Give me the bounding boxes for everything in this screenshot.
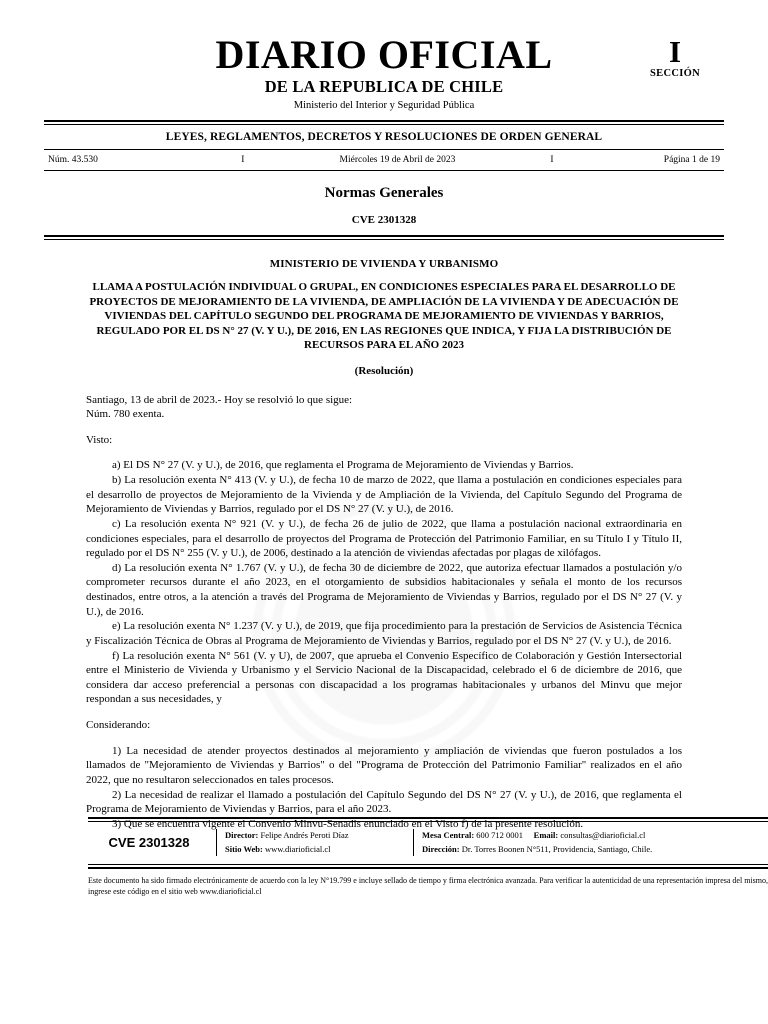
document-kind: (Resolución) <box>354 364 414 377</box>
address-value: Dr. Torres Boonen N°511, Providencia, Santiago, Chile. <box>461 843 653 854</box>
email-label: Email: <box>533 830 559 841</box>
section-heading: Normas Generales <box>324 185 444 201</box>
issue-separator-2: I <box>550 155 554 165</box>
divider-after-cve <box>44 235 724 240</box>
visto-item: c) La resolución exenta N° 921 (V. y U.), de fecha 26 de julio de 2022, que llama a postulación nacional extraordinaria en condiciones especiales, para el desarrollo de proyectos del Programa de Protección del Patrimonio Familiar, en su Título I y Título II, regulado por el DS N° 255 (V. y U.), de 2006, destinado a la atención de viviendas afectadas por plagas de xilófagos. <box>86 517 682 560</box>
issue-date: Miércoles 19 de Abril de 2023 <box>339 155 456 165</box>
website-label: Sitio Web: <box>225 843 263 854</box>
director-label: Director: <box>225 830 259 841</box>
visto-label: Visto: <box>86 433 113 446</box>
footer-divider-bottom <box>88 864 768 869</box>
resolution-number: Núm. 780 exenta. <box>86 408 165 421</box>
considerando-label: Considerando: <box>86 719 151 732</box>
electronic-signature-disclaimer: Este documento ha sido firmado electrónicamente de acuerdo con la ley N°19.799 e incluye sellado de tiempo y firma electrónica avanzada. Para verificar la autenticidad de una representación impresa del mismo, ingrese este código en el sitio web www.diarioficial.cl <box>88 875 768 896</box>
page-footer <box>88 817 768 897</box>
publication-title: DIARIO OFICIAL <box>215 32 553 77</box>
visto-item: b) La resolución exenta N° 413 (V. y U.), de fecha 10 de marzo de 2022, que llama a postulación en condiciones especiales para el desarrollo de proyectos de Mejoramiento de la Vivienda y de Ampliación de la Vivienda, del Capítulo Segundo del Programa de Mejoramiento de Viviendas y Barrios, regulado por el DS N° 27 (V. y U.), de 2016. <box>86 474 682 516</box>
issue-info-row <box>44 150 724 171</box>
issuing-ministry: MINISTERIO DE VIVIENDA Y URBANISMO <box>269 258 499 270</box>
address-label: Dirección: <box>422 843 460 854</box>
banner-text: LEYES, REGLAMENTOS, DECRETOS Y RESOLUCIONES DE ORDEN GENERAL <box>165 131 603 143</box>
footer-content <box>88 822 768 863</box>
footer-director-block <box>225 829 405 855</box>
cve-code-top: CVE 2301328 <box>351 214 417 226</box>
director-value: Felipe Andrés Peroti Díaz <box>260 830 349 841</box>
considerando-item: 2) La necesidad de realizar el llamado a postulación del Capítulo Segundo del DS N° 27 (V. y U.), de 2016, que reglamenta el Programa de Mejoramiento de Viviendas y Barrios, para el año 2023. <box>86 788 682 816</box>
publication-ministry: Ministerio del Interior y Seguridad Pública <box>293 100 475 111</box>
website-value[interactable]: www.diarioficial.cl <box>265 843 331 854</box>
document-title: LLAMA A POSTULACIÓN INDIVIDUAL O GRUPAL, EN CONDICIONES ESPECIALES PARA EL DESARROLLO DE PROYECTOS DE MEJORAMIENTO DE LA VIVIENDA, DE AMPLIACIÓN DE LA VIVIENDA Y DE ADECUACIÓN DE VIVIENDAS DEL CAPÍTULO SEGUNDO DEL PROGRAMA DE MEJORAMIENTO DE VIVIENDAS Y BARRIOS, REGULADO POR EL DS N° 27 (V. Y U.), DE 2016, EN LAS REGIONES QUE INDICA, Y FIJA LA DISTRIBUCIÓN DE RECURSOS PARA EL AÑO 2023 <box>89 281 679 352</box>
place-and-date: Santiago, 13 de abril de 2023.- Hoy se resolvió lo que sigue: <box>86 393 353 406</box>
issue-number: Núm. 43.530 <box>48 155 98 165</box>
visto-item: e) La resolución exenta N° 1.237 (V. y U.), de 2019, que fija procedimiento para la prestación de Servicios de Asistencia Técnica y Fiscalización Técnica de Obras al Programa de Mejoramiento de Viviendas y Barrios, regulado por el DS N° 27 (V. y U.), de 2016. <box>86 620 682 647</box>
visto-item: a) El DS N° 27 (V. y U.), de 2016, que reglamenta el Programa de Mejoramiento de Viviendas y Barrios. <box>112 459 574 472</box>
visto-item: d) La resolución exenta N° 1.767 (V. y U.), de fecha 30 de diciembre de 2022, que autoriza efectuar llamados a postulación y/o comprometer recursos durante el año 2023, en el otorgamiento de subsidios habitacionales y señala el monto de los recursos destinados, entre otros, a la atención a través del Programa de Mejoramiento de Viviendas y Barrios, regulado por el DS N° 27 (V. y U.), de 2016. <box>86 561 682 618</box>
footer-separator-2 <box>413 829 414 855</box>
issue-separator-1: I <box>241 155 245 165</box>
issue-page: Página 1 de 19 <box>663 155 720 165</box>
publication-subtitle: DE LA REPUBLICA DE CHILE <box>264 77 504 96</box>
section-marker <box>636 36 714 79</box>
email-value[interactable]: consultas@diarioficial.cl <box>560 830 646 841</box>
switchboard-label: Mesa Central: <box>422 830 475 841</box>
cve-code-footer: CVE 2301328 <box>108 835 190 851</box>
section-label: SECCIÓN <box>650 68 700 79</box>
document-body <box>86 393 682 832</box>
considerando-item: 1) La necesidad de atender proyectos destinados al mejoramiento y ampliación de viviendas que fueron postulados a los llamados de "Mejoramiento de Viviendas y Barrios" o del "Programa de Protección del Patrimonio Familiar" realizados en el año 2022, que no resultaron seleccionados en tales procesos. <box>86 744 682 786</box>
visto-item: f) La resolución exenta N° 561 (V. y U), de 2007, que aprueba el Convenio Específico de Colaboración y Gestión Intersectorial entre el Ministerio de Vivienda y Urbanismo y el Servicio Nacional de la Discapacidad, celebrado el 6 de diciembre de 2016, que considera dar acceso preferencial a personas con discapacidad a los programas habitacionales y urbanos del Minvu que mejor respondan a sus necesidades, y <box>86 649 682 706</box>
considerando-item: 3) Que se encuentra vigente el Convenio Minvu-Senadis enunciado en el Visto f) de la presente resolución. <box>112 817 584 830</box>
masthead <box>44 34 724 111</box>
section-number: I <box>668 34 682 69</box>
footer-contact-block <box>422 829 766 855</box>
footer-separator-1 <box>216 829 217 855</box>
switchboard-value: 600 712 0001 <box>476 830 524 841</box>
